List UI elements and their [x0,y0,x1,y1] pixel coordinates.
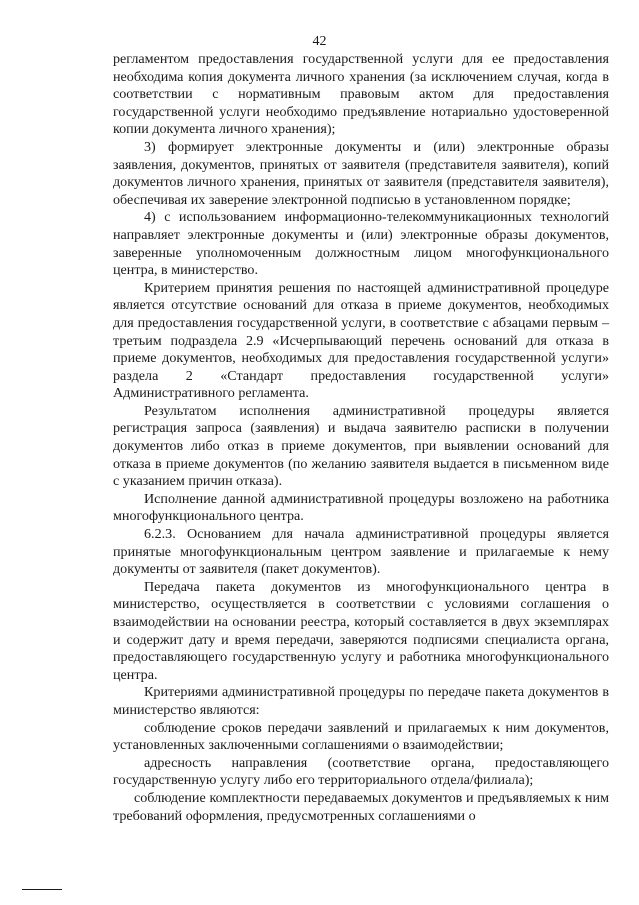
paragraph: 4) с использованием информационно-телекоммуникационных технологий направляет электронные документы и (или) электронные образы документов, заверенные уполномоченным должностным лицом многофункционального центра, в министерство. [113,209,609,279]
paragraph: соблюдение сроков передачи заявлений и прилагаемых к ним документов, установленных заключенными соглашениями о взаимодействии; [113,719,609,754]
paragraph: соблюдение комплектности передаваемых документов и предъявляемых к ним требований оформления, предусмотренных соглашениями о [113,789,609,824]
paragraph: 3) формирует электронные документы и (или) электронные образы заявления, документов, принятых от заявителя (представителя заявителя), копий документов личного хранения, принятых от заявителя (представителя заявителя), обеспечивая их заверение электронной подписью в установленном порядке; [113,138,609,208]
footer-rule [22,889,62,890]
page-number: 42 [312,34,327,49]
paragraph: Исполнение данной административной процедуры возложено на работника многофункционального центра. [113,490,609,525]
paragraph: 6.2.3. Основанием для начала административной процедуры является принятые многофункциональным центром заявление и прилагаемые к нему документы от заявителя (пакет документов). [113,526,609,578]
document-body [113,51,609,825]
paragraph: адресность направления (соответствие органа, предоставляющего государственную услугу либо его территориального отдела/филиала); [113,754,609,789]
paragraph: Критерием принятия решения по настоящей административной процедуре является отсутствие оснований для отказа в приеме документов, необходимых для предоставления государственной услуги, в соответствие с абзацами первым – третьим подраздела 2.9 «Исчерпывающий перечень оснований для отказа в приеме документов, необходимых для предоставления государственной услуги» раздела 2 «Стандарт предоставления государственной услуги» Административного регламента. [113,279,609,402]
paragraph: Критериями административной процедуры по передаче пакета документов в министерство являются: [113,684,609,718]
paragraph: регламентом предоставления государственной услуги для ее предоставления необходима копия документа личного хранения (за исключением случая, когда в соответствии с нормативным правовым актом для предоставления государственной услуги необходимо предъявление нотариально удостоверенной копии документа личного хранения); [113,51,609,138]
paragraph: Результатом исполнения административной процедуры является регистрация запроса (заявления) и выдача заявителю расписки в получении документов либо отказ в приеме документов, при выявлении оснований для отказа в приеме документов (по желанию заявителя выдается в письменном виде с указанием причин отказа). [113,402,609,490]
paragraph: Передача пакета документов из многофункционального центра в министерство, осуществляется в соответствии с условиями соглашения о взаимодействии на основании реестра, который составляется в двух экземплярах и содержит дату и время передачи, заверяются подписями специалиста органа, предоставляющего государственную услугу и работника многофункционального центра. [113,578,609,683]
